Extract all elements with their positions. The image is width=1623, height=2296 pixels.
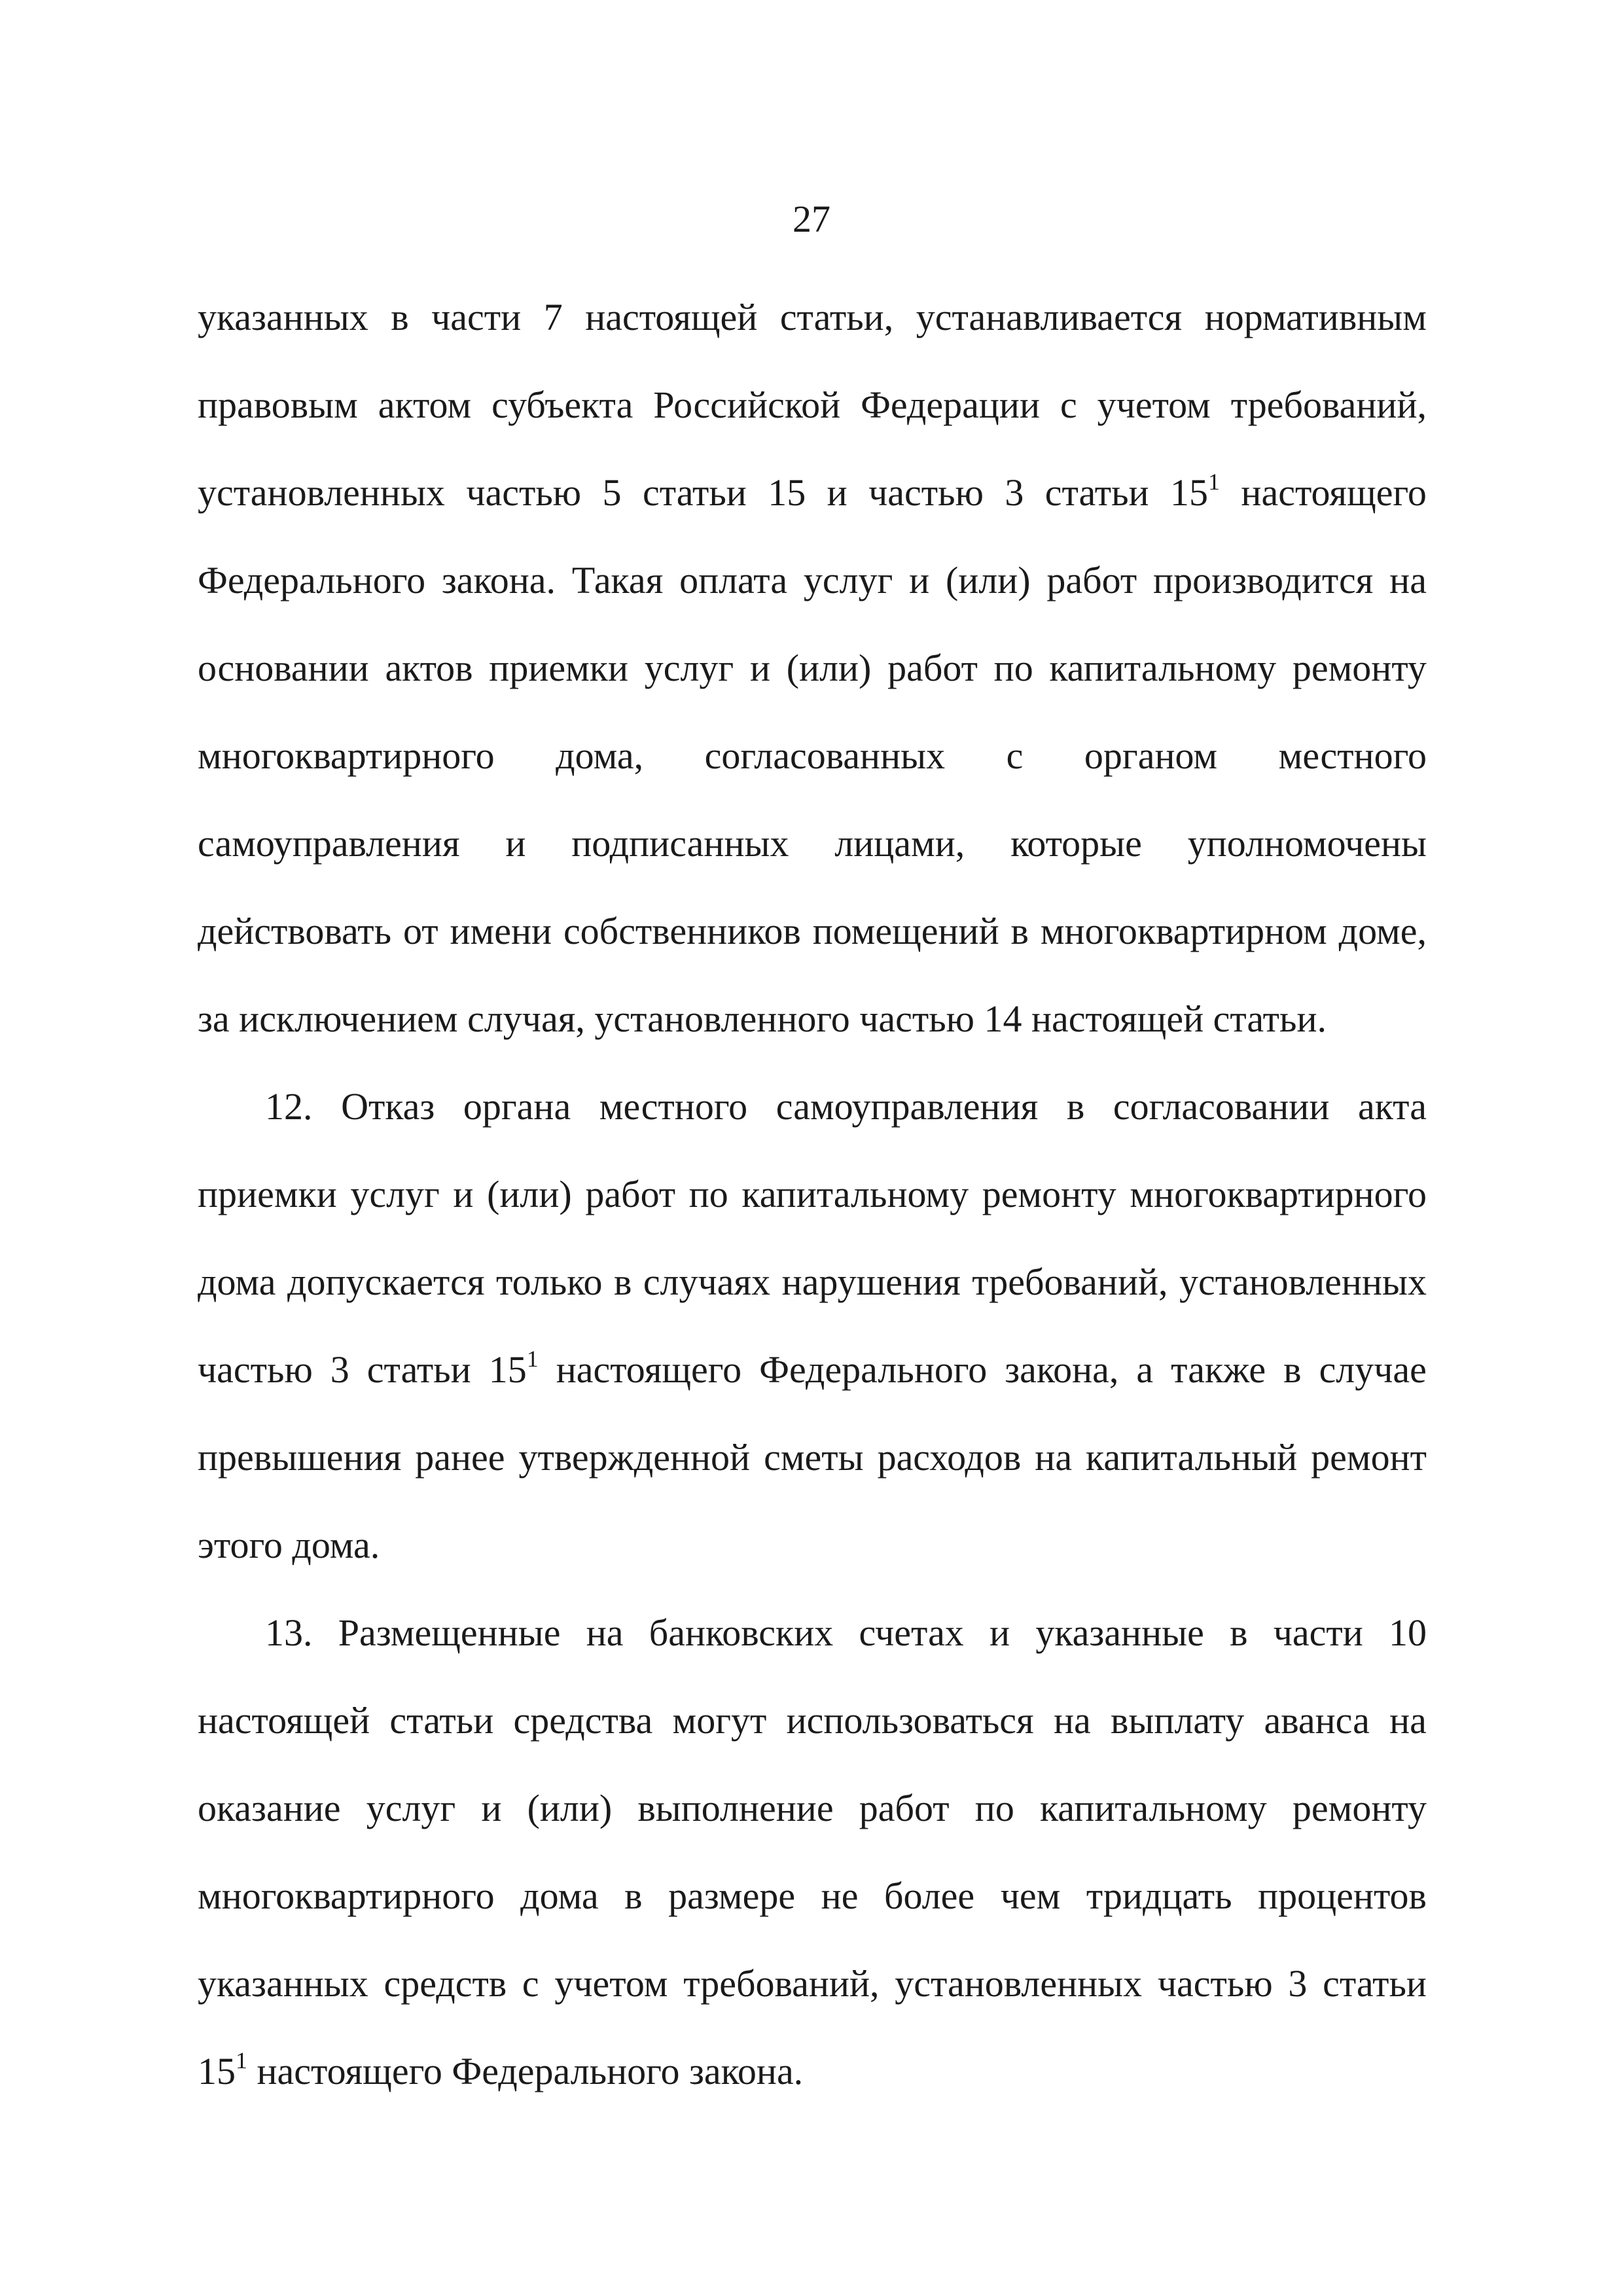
word: тридцать [1086, 1874, 1232, 1917]
word: (или) [527, 1787, 613, 1829]
word: уполномочены [1187, 822, 1427, 865]
word: аванса [1264, 1699, 1370, 1742]
word: части [1273, 1611, 1363, 1654]
word: 5 [602, 471, 622, 514]
word: частью [466, 471, 582, 514]
word: которые [1010, 822, 1142, 865]
word: установленных [895, 1962, 1143, 2005]
word: использоваться [786, 1699, 1034, 1742]
word: статьи, [779, 296, 894, 338]
word: частью [198, 1348, 313, 1391]
word: капитальному [741, 1173, 969, 1215]
word: работ [887, 647, 978, 689]
word: процентов [1258, 1874, 1427, 1917]
word: в [1010, 910, 1029, 952]
word: многоквартирном [1040, 910, 1327, 952]
text-line [198, 642, 1427, 694]
word: актом [378, 384, 472, 426]
word: закона, [1005, 1348, 1119, 1391]
word: (или) [945, 559, 1031, 601]
text-line [198, 379, 1427, 431]
word: на [586, 1611, 624, 1654]
word: Размещенные [338, 1611, 561, 1654]
word: не [821, 1874, 859, 1917]
word: 10 [1388, 1611, 1427, 1654]
text-line [198, 1782, 1427, 1835]
word: дома, [556, 734, 644, 777]
word: услуг [366, 1787, 456, 1829]
word: нормативным [1204, 296, 1427, 338]
text-line [198, 1695, 1427, 1747]
word: устанавливается [916, 296, 1183, 338]
word: требований, [1230, 384, 1427, 426]
word: оказание [198, 1787, 341, 1829]
word: средства [513, 1699, 653, 1742]
word: и [749, 647, 770, 689]
word: указанных [198, 1962, 368, 2005]
word: субъекта [491, 384, 633, 426]
word: согласованных [704, 734, 946, 777]
word: работ [859, 1787, 950, 1829]
text-line [198, 1431, 1427, 1484]
word: также [1171, 1348, 1266, 1391]
word: самоуправления [198, 822, 460, 865]
word: на [1389, 559, 1427, 601]
word: $15^1$ [1170, 469, 1221, 514]
word: и [827, 471, 847, 514]
word: учетом [1097, 384, 1211, 426]
word: и [505, 822, 526, 865]
word: в [1283, 1348, 1302, 1391]
word: настоящего [1241, 471, 1427, 514]
word: указанные [1035, 1611, 1204, 1654]
text-line-last: этого дома. [198, 1524, 380, 1566]
text-line-last: за исключением случая, установленного частью 14 настоящей статьи. [198, 997, 1327, 1040]
word: только [496, 1261, 603, 1303]
word: и [481, 1787, 502, 1829]
word: Российской [653, 384, 841, 426]
text-line [198, 817, 1427, 870]
word: могут [672, 1699, 767, 1742]
word: статьи [389, 1699, 494, 1742]
word: Федерации [861, 384, 1040, 426]
word: и [453, 1173, 474, 1215]
word: (или) [487, 1173, 572, 1215]
word: ремонту [982, 1173, 1116, 1215]
word: собственников [563, 910, 801, 952]
word: с [522, 1962, 539, 2005]
word: превышения [198, 1436, 402, 1479]
word: от [402, 910, 438, 952]
word: 13. [265, 1611, 313, 1654]
word: 3 [1005, 471, 1024, 514]
word: статьи [1044, 471, 1149, 514]
word: чем [1000, 1874, 1061, 1917]
word: работ [585, 1173, 676, 1215]
word: по [993, 647, 1033, 689]
word: дома [520, 1874, 599, 1917]
word: случае [1319, 1348, 1427, 1391]
word: многоквартирного [198, 1874, 495, 1917]
word: лицами, [834, 822, 965, 865]
word: выполнение [637, 1787, 834, 1829]
word: местного [599, 1085, 748, 1128]
text-line [198, 291, 1427, 344]
page-number: 27 [793, 198, 830, 240]
word: действовать [198, 910, 392, 952]
word: с [1006, 734, 1024, 777]
word: утвержденной [518, 1436, 751, 1479]
word: по [974, 1787, 1014, 1829]
word: 15 [768, 471, 806, 514]
word: Такая [571, 559, 664, 601]
word: капитальный [1086, 1436, 1298, 1479]
word: 3 [1288, 1962, 1308, 2005]
word: согласовании [1113, 1085, 1330, 1128]
word: требований, [683, 1962, 880, 2005]
word: статьи [1323, 1962, 1427, 2005]
word: услуг [803, 559, 893, 601]
word: актов [385, 647, 473, 689]
text-line [198, 1958, 1427, 2010]
word: на [1389, 1699, 1427, 1742]
word: настоящей [585, 296, 758, 338]
word: ремонту [1292, 647, 1427, 689]
word: приемки [198, 1173, 337, 1215]
word: Федерального [759, 1348, 988, 1391]
word: подписанных [571, 822, 789, 865]
word: помещений [812, 910, 999, 952]
word: ранее [415, 1436, 505, 1479]
word: и [990, 1611, 1010, 1654]
word: акта [1357, 1085, 1427, 1128]
word: указанных [198, 296, 368, 338]
text-line [198, 1256, 1427, 1308]
word: органом [1084, 734, 1218, 777]
word: части [431, 296, 522, 338]
word: правовым [198, 384, 358, 426]
word: более [883, 1874, 975, 1917]
word: (или) [786, 647, 872, 689]
word: 3 [330, 1348, 349, 1391]
word: органа [463, 1085, 571, 1128]
word: многоквартирного [198, 734, 495, 777]
word: размере [668, 1874, 796, 1917]
word: установленных [198, 471, 445, 514]
text-line [198, 467, 1427, 519]
word: Отказ [341, 1085, 435, 1128]
word: закона. [441, 559, 556, 601]
word: услуг [350, 1173, 440, 1215]
word: случаях [643, 1261, 771, 1303]
text-line [198, 730, 1427, 782]
word: капитальному [1049, 647, 1277, 689]
word: в [613, 1261, 632, 1303]
word: $15^1$ [488, 1346, 539, 1391]
word: 7 [543, 296, 563, 338]
word: сметы [764, 1436, 864, 1479]
word: статьи [366, 1348, 471, 1391]
word: настоящего [556, 1348, 742, 1391]
text-line [265, 1081, 1427, 1133]
word: самоуправления [776, 1085, 1039, 1128]
word: Федерального [198, 559, 426, 601]
text-line [198, 1870, 1427, 1922]
word: счетах [859, 1611, 964, 1654]
word: капитальному [1040, 1787, 1267, 1829]
word: частью [868, 471, 984, 514]
word: допускается [287, 1261, 485, 1303]
text-line [198, 554, 1427, 607]
word: оплата [679, 559, 788, 601]
word: требований, [972, 1261, 1168, 1303]
word: на [1035, 1436, 1073, 1479]
word: ремонту [1292, 1787, 1427, 1829]
word: ремонт [1311, 1436, 1427, 1479]
word: многоквартирного [1130, 1173, 1427, 1215]
word: частью [1157, 1962, 1273, 2005]
word: приемки [489, 647, 629, 689]
word: выплату [1111, 1699, 1245, 1742]
word: 12. [265, 1085, 313, 1128]
word: в [1230, 1611, 1248, 1654]
word: услуг [644, 647, 734, 689]
word: установленных [1179, 1261, 1427, 1303]
word: с [1060, 384, 1077, 426]
text-line [198, 905, 1427, 958]
text-line [265, 1607, 1427, 1659]
word: средств [383, 1962, 507, 2005]
text-line [198, 1344, 1427, 1396]
word: расходов [877, 1436, 1022, 1479]
word: статьи [642, 471, 747, 514]
word: имени [450, 910, 552, 952]
word: доме, [1338, 910, 1427, 952]
word: а [1136, 1348, 1154, 1391]
word: производится [1153, 559, 1374, 601]
word: и [909, 559, 930, 601]
word: по [688, 1173, 728, 1215]
word: дома [198, 1261, 276, 1303]
word: учетом [554, 1962, 668, 2005]
word: в [391, 296, 409, 338]
word: основании [198, 647, 369, 689]
word: нарушения [781, 1261, 961, 1303]
word: в [624, 1874, 643, 1917]
word: настоящей [198, 1699, 370, 1742]
word: банковских [649, 1611, 834, 1654]
word: на [1053, 1699, 1091, 1742]
text-line [198, 1168, 1427, 1221]
word: местного [1278, 734, 1427, 777]
word: работ [1046, 559, 1137, 601]
word: в [1066, 1085, 1085, 1128]
text-line-last: $15^1$ настоящего Федерального закона. [198, 2047, 804, 2092]
